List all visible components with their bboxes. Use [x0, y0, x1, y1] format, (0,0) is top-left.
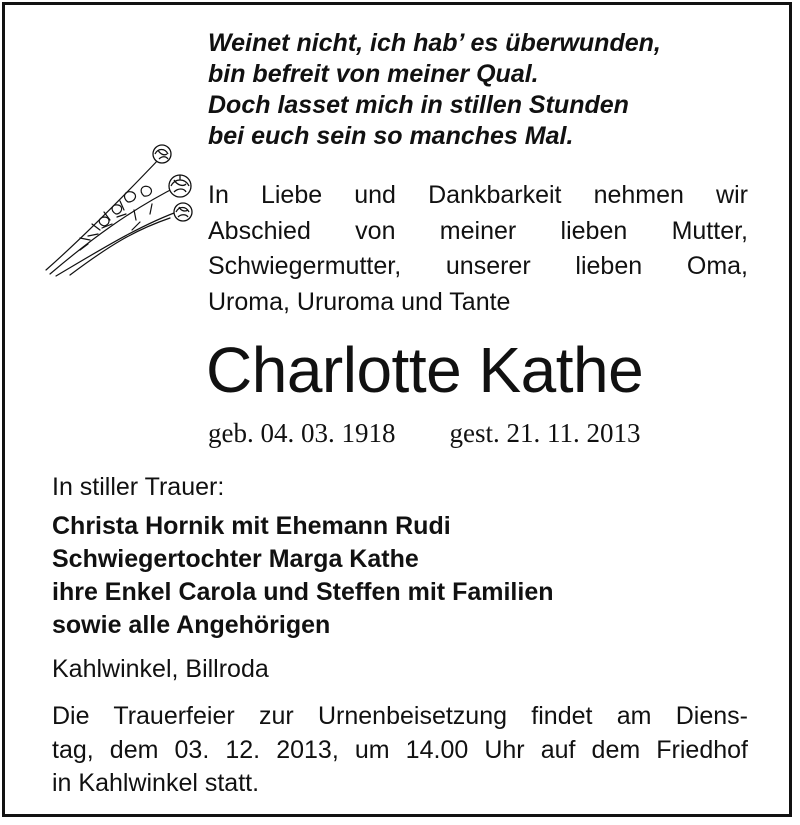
mourners-list	[52, 510, 554, 642]
intro-line: Abschied von meiner lieben Mutter,	[208, 216, 748, 245]
life-dates	[208, 415, 640, 451]
intro-line: Schwiegermutter, unserer lieben Oma,	[208, 252, 748, 280]
mourning-label: In stiller Trauer:	[52, 473, 225, 501]
death-date: gest. 21. 11. 2013	[449, 418, 641, 448]
funeral-notice	[52, 700, 748, 801]
birth-date: geb. 04. 03. 1918	[208, 418, 396, 448]
mourner-line: sowie alle Angehörigen	[52, 611, 331, 639]
deceased-name: Charlotte Kathe	[206, 334, 644, 406]
notice-line: Die Trauerfeier zur Urnenbeisetzung findet am Diens-	[52, 702, 748, 730]
intro-line: In Liebe und Dankbarkeit nehmen wir	[208, 181, 748, 209]
intro-text	[208, 178, 748, 320]
notice-line: in Kahlwinkel statt.	[52, 769, 260, 797]
poem	[208, 28, 661, 152]
mourner-line: ihre Enkel Carola und Steffen mit Familien	[52, 578, 554, 606]
place-names: Kahlwinkel, Billroda	[52, 655, 269, 683]
poem-line: bin befreit von meiner Qual.	[208, 60, 539, 88]
mourner-line: Christa Hornik mit Ehemann Rudi	[52, 512, 451, 540]
poem-line: bei euch sein so manches Mal.	[208, 122, 574, 150]
notice-line: tag, dem 03. 12. 2013, um 14.00 Uhr auf dem Friedhof	[52, 735, 748, 764]
mourner-line: Schwiegertochter Marga Kathe	[52, 545, 419, 573]
poem-line: Weinet nicht, ich hab’ es überwunden,	[208, 29, 661, 57]
intro-line: Uroma, Ururoma und Tante	[208, 287, 511, 316]
rose-sprigs-illustration	[40, 140, 200, 280]
poem-line: Doch lasset mich in stillen Stunden	[208, 91, 629, 119]
